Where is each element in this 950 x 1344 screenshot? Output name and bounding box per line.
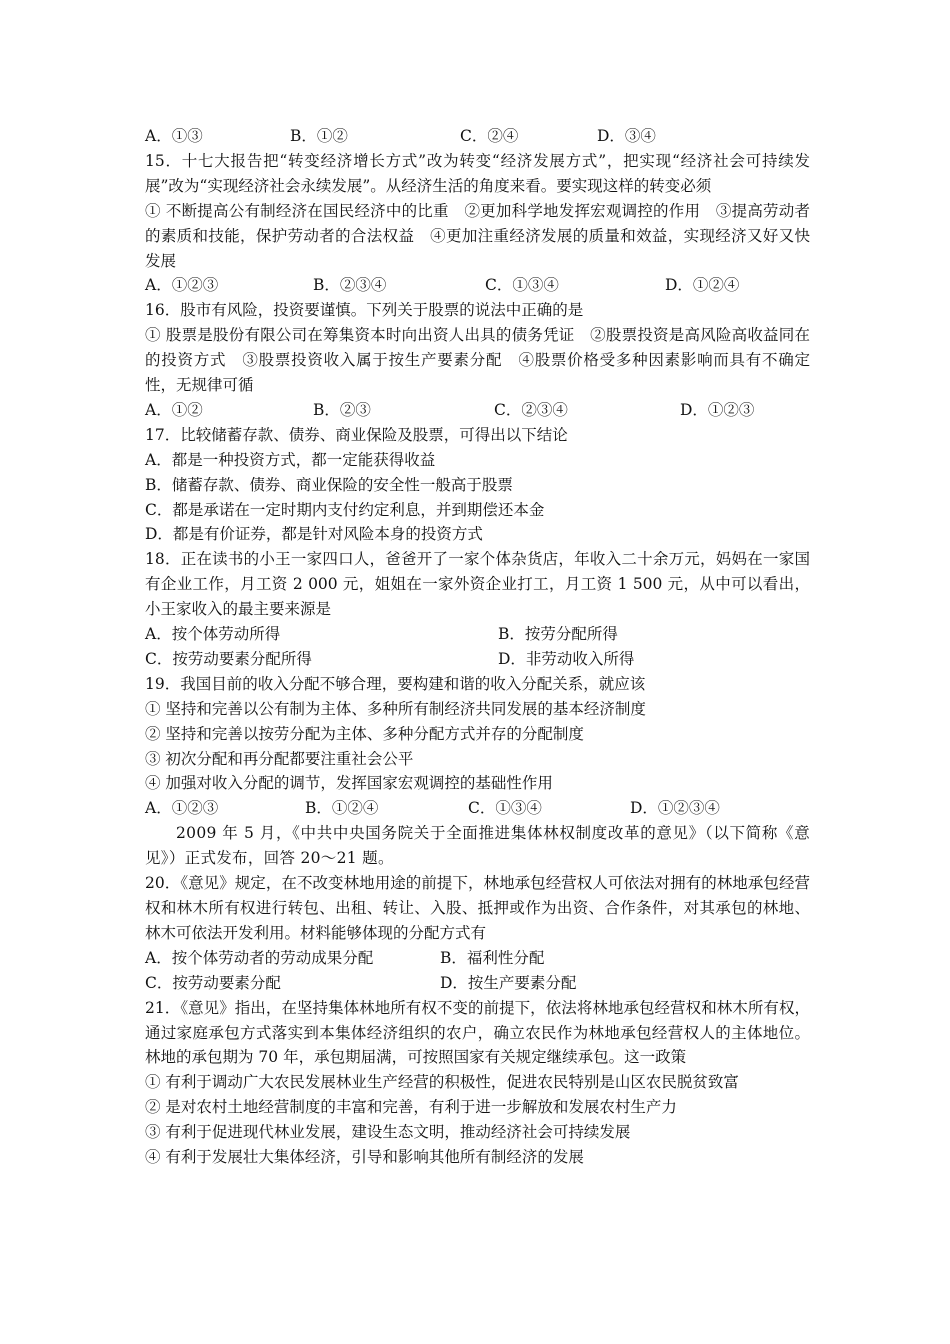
- q16-stem: 16．股市有风险，投资要谨慎。下列关于股票的说法中正确的是: [145, 301, 584, 320]
- q21-item-3: ③ 有利于促进现代林业发展，建设生态文明，推动经济社会可持续发展: [145, 1123, 631, 1142]
- q19-option-b: B．①②④: [305, 799, 379, 818]
- q17-option-d: D．都是有价证券，都是针对风险本身的投资方式: [145, 525, 483, 544]
- q14-options: [145, 124, 810, 149]
- q15-stem: 15．十七大报告把“转变经济增长方式”改为转变“经济发展方式”，把实现“经济社会可持续发展”改为“实现经济社会永续发展”。从经济生活的角度来看。要实现这样的转变必须: [145, 151, 810, 195]
- q19-option-a: A．①②③: [145, 799, 219, 818]
- q21-stem: 21．《意见》指出，在坚持集体林地所有权不变的前提下，依法将林地承包经营权和林木所有权，通过家庭承包方式落实到本集体经济组织的农户，确立农民作为林地承包经营权人的主体地位。林地的承包期为 70 年，承包期届满，可按照国家有关规定继续承包。这一政策: [145, 998, 810, 1067]
- q18-option-d: D．非劳动收入所得: [498, 649, 635, 668]
- q17-option-a: A．都是一种投资方式，都一定能获得收益: [145, 450, 436, 469]
- q18-option-c: C．按劳动要素分配所得: [145, 649, 312, 668]
- q20-option-d: D．按生产要素分配: [440, 973, 577, 992]
- q15-option-b: B．②③④: [313, 276, 387, 295]
- q14-option-a: A．①③: [145, 127, 203, 145]
- q18-option-b: B．按劳分配所得: [498, 625, 618, 644]
- q17-option-c: C．都是承诺在一定时期内支付约定利息，并到期偿还本金: [145, 500, 545, 519]
- q20-stem: 20．《意见》规定，在不改变林地用途的前提下，林地承包经营权人可依法对拥有的林地承包经营权和林木所有权进行转包、出租、转让、入股、抵押或作为出资、合作条件，对其承包的林地、林木可依法开发利用。材料能够体现的分配方式有: [145, 874, 810, 942]
- q21-item-2: ② 是对农村土地经营制度的丰富和完善，有利于进一步解放和发展农村生产力: [145, 1098, 677, 1117]
- q14-option-b: B．①②: [290, 127, 348, 145]
- q21-item-4: ④ 有利于发展壮大集体经济，引导和影响其他所有制经济的发展: [145, 1148, 584, 1167]
- q19-options: [145, 796, 810, 821]
- q16-option-c: C．②③④: [494, 400, 568, 419]
- q15-options: [145, 273, 810, 298]
- q15-option-c: C．①③④: [485, 276, 559, 295]
- q19-option-d: D．①②③④: [630, 799, 720, 818]
- q20-option-b: B．福利性分配: [440, 948, 545, 967]
- q21-item-1: ① 有利于调动广大农民发展林业生产经营的积极性，促进农民特别是山区农民脱贫致富: [145, 1073, 739, 1092]
- q16-items: ① 股票是股份有限公司在筹集资本时向出资人出具的债务凭证 ②股票投资是高风险高收益同在的投资方式 ③股票投资收入属于按生产要素分配 ④股票价格受多种因素影响而具有不确定性，无规律可循: [145, 326, 810, 395]
- q14-option-c: C．②④: [460, 127, 519, 145]
- q15-items: ① 不断提高公有制经济在国民经济中的比重 ②更加科学地发挥宏观调控的作用 ③提高劳动者的素质和技能，保护劳动者的合法权益 ④更加注重经济发展的质量和效益，实现经济又好又快发展: [145, 201, 810, 270]
- q20-options-row2: [145, 971, 810, 996]
- q20-option-c: C．按劳动要素分配: [145, 973, 281, 992]
- q18-options-row2: [145, 647, 810, 672]
- q19-item-2: ② 坚持和完善以按劳分配为主体、多种分配方式并存的分配制度: [145, 724, 584, 743]
- q16-option-b: B．②③: [313, 400, 371, 419]
- q15-option-d: D．①②④: [665, 276, 740, 295]
- q19-item-4: ④ 加强对收入分配的调节，发挥国家宏观调控的基础性作用: [145, 774, 553, 793]
- q19-item-1: ① 坚持和完善以公有制为主体、多种所有制经济共同发展的基本经济制度: [145, 699, 646, 718]
- q19-option-c: C．①③④: [468, 799, 542, 818]
- q16-option-a: A．①②: [145, 400, 203, 419]
- q18-stem: 18．正在读书的小王一家四口人，爸爸开了一家个体杂货店，年收入二十余万元，妈妈在一家国有企业工作，月工资 2 000 元，姐姐在一家外资企业打工，月工资 1 500 元，从中可以看出，小王家收入的最主要来源是: [145, 550, 810, 619]
- q16-options: [145, 398, 810, 423]
- q17-stem: 17．比较储蓄存款、债券、商业保险及股票，可得出以下结论: [145, 425, 568, 444]
- q17-option-b: B．储蓄存款、债券、商业保险的安全性一般高于股票: [145, 475, 513, 494]
- q16-option-d: D．①②③: [680, 400, 755, 419]
- q15-option-a: A．①②③: [145, 276, 219, 295]
- q18-options-row1: [145, 622, 810, 647]
- material-intro: 2009 年 5 月，《中共中央国务院关于全面推进集体林权制度改革的意见》（以下简称《意见》）正式发布，回答 20～21 题。: [145, 824, 810, 868]
- exam-page: [145, 124, 810, 1170]
- q20-options-row1: [145, 946, 810, 971]
- q20-option-a: A．按个体劳动者的劳动成果分配: [145, 948, 374, 967]
- q14-option-d: D．③④: [597, 127, 656, 145]
- q19-item-3: ③ 初次分配和再分配都要注重社会公平: [145, 749, 414, 768]
- q18-option-a: A．按个体劳动所得: [145, 625, 281, 644]
- q19-stem: 19．我国目前的收入分配不够合理，要构建和谐的收入分配关系，就应该: [145, 674, 646, 693]
